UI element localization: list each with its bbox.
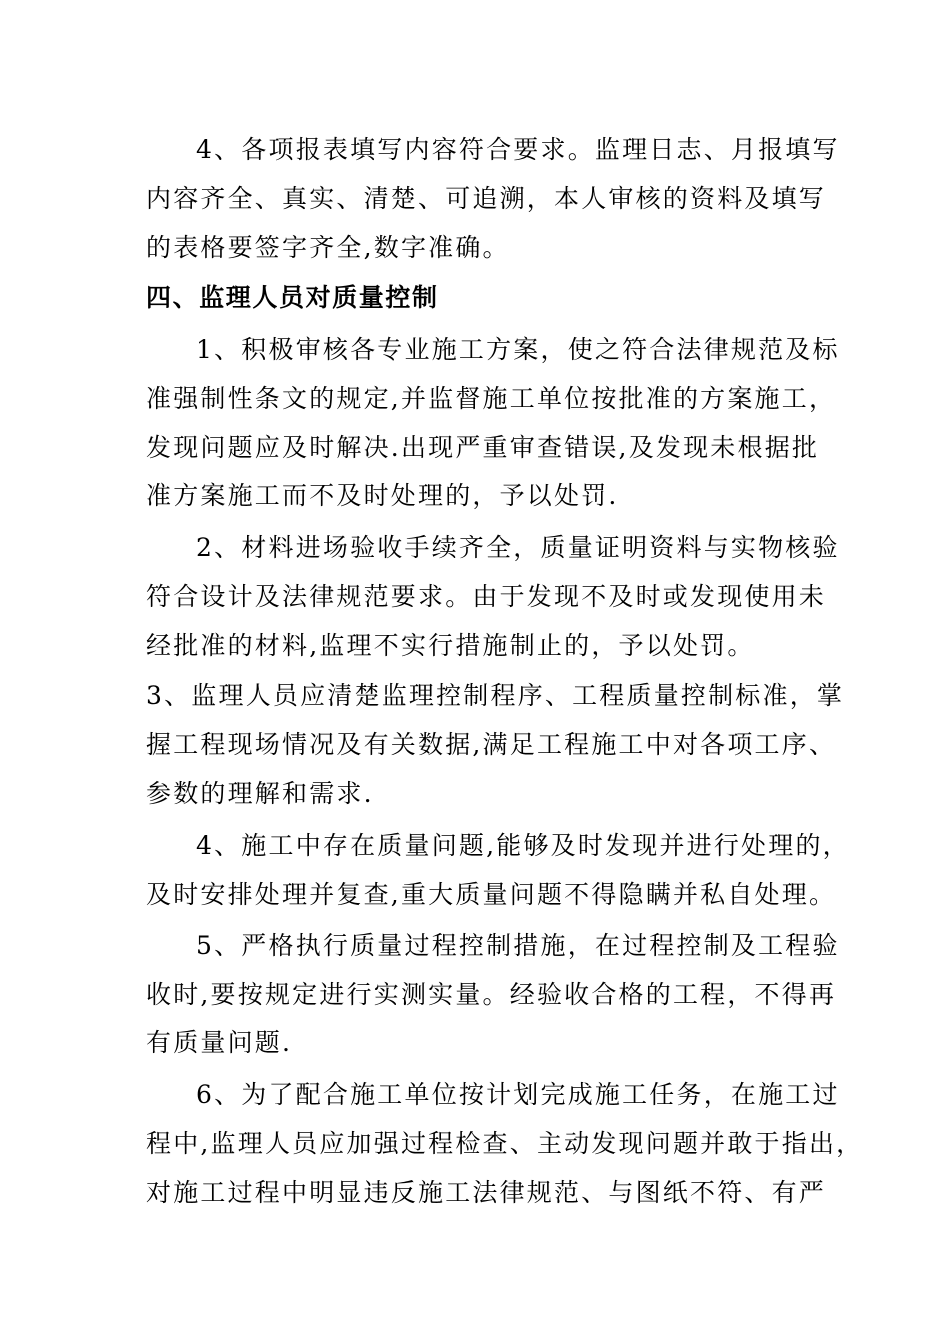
item-2-line-3: 经批准的材料,监理不实行措施制止的，予以处罚。 — [146, 631, 755, 660]
item-3-line-2: 握工程现场情况及有关数据,满足工程施工中对各项工序、 — [146, 730, 837, 759]
paragraph-4-line-2: 内容齐全、真实、清楚、可追溯，本人审核的资料及填写 — [146, 184, 827, 213]
item-1-line-1: 1、积极审核各专业施工方案，使之符合法律规范及标 — [196, 335, 840, 364]
item-4-line-1: 4、施工中存在质量问题,能够及时发现并进行处理的， — [196, 831, 850, 860]
item-1-line-2: 准强制性条文的规定,并监督施工单位按批准的方案施工， — [146, 384, 837, 413]
item-1-line-4: 准方案施工而不及时处理的，予以处罚. — [146, 481, 619, 510]
item-6-line-1: 6、为了配合施工单位按计划完成施工任务，在施工过 — [196, 1080, 840, 1109]
item-2-line-2: 符合设计及法律规范要求。由于发现不及时或发现使用未 — [146, 582, 827, 611]
item-5-line-1: 5、严格执行质量过程控制措施，在过程控制及工程验 — [196, 931, 840, 960]
section-heading: 四、监理人员对质量控制 — [146, 283, 439, 312]
item-4-line-2: 及时安排处理并复查,重大质量问题不得隐瞒并私自处理。 — [146, 880, 837, 909]
paragraph-4-line-3: 的表格要签字齐全,数字准确。 — [146, 233, 510, 262]
item-6-line-3: 对施工过程中明显违反施工法律规范、与图纸不符、有严 — [146, 1178, 827, 1207]
item-6-line-2: 程中,监理人员应加强过程检查、主动发现问题并敢于指出， — [146, 1129, 864, 1158]
paragraph-4-line-1: 4、各项报表填写内容符合要求。监理日志、月报填写 — [196, 135, 840, 164]
item-3-line-3: 参数的理解和需求. — [146, 779, 374, 808]
item-5-line-2: 收时,要按规定进行实测实量。经验收合格的工程，不得再 — [146, 980, 837, 1009]
item-1-line-3: 发现问题应及时解决.出现严重审查错误,及发现未根据批 — [146, 433, 820, 462]
item-2-line-1: 2、材料进场验收手续齐全，质量证明资料与实物核验 — [196, 533, 840, 562]
item-5-line-3: 有质量问题. — [146, 1028, 293, 1057]
item-3-line-1: 3、监理人员应清楚监理控制程序、工程质量控制标准，掌 — [146, 681, 845, 710]
